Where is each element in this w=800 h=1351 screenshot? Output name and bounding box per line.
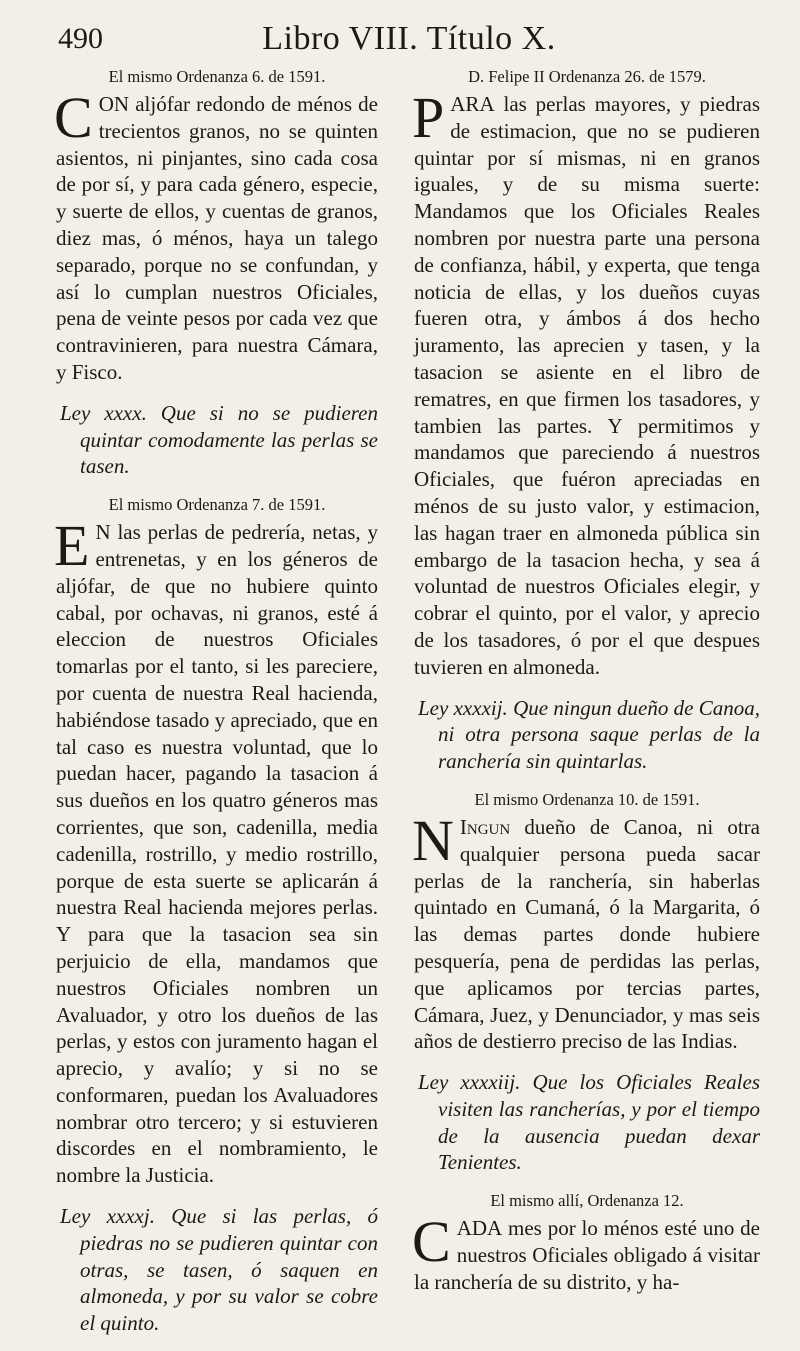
ordinance-citation: El mismo allí, Ordenanza 12. bbox=[490, 1191, 684, 1211]
lead-word: ARA bbox=[450, 92, 495, 116]
law-text bbox=[54, 85, 378, 386]
ordinance-citation: El mismo Ordenanza 6. de 1591. bbox=[108, 67, 326, 86]
drop-cap: N bbox=[412, 807, 454, 873]
ordinance-citation: D. Felipe II Ordenanza 26. de 1579. bbox=[468, 67, 706, 86]
right-column bbox=[414, 66, 760, 1310]
law-text bbox=[412, 85, 760, 681]
running-title: Libro VIII. Título X. bbox=[262, 20, 556, 57]
drop-cap: P bbox=[412, 85, 445, 150]
law-heading bbox=[414, 1069, 760, 1176]
law-number: Ley xxxxj. bbox=[60, 1204, 155, 1229]
ordinance-citation: El mismo Ordenanza 10. de 1591. bbox=[474, 789, 700, 809]
lead-word: N bbox=[95, 520, 111, 545]
page-header bbox=[58, 14, 760, 64]
law-text bbox=[412, 807, 760, 1055]
drop-cap: C bbox=[54, 85, 93, 150]
paragraph-body: las perlas de pedrería, netas, y entrenetas, y en los géneros de aljófar, de que no hubiere quinto cabal, por ochavas, ni granos, esté á eleccion de nuestros Oficiales tomarlas por el tanto, si les pareciere, por cuenta de nuestra Real hacienda, habiéndose tasado y apreciado, que en tal caso es nuestra voluntad, que lo puedan hacer, pagando la tasacion á sus dueños en los quatro géneros mas corrientes, que son, cadenilla, media cadenilla, rostrillo, y medio rostrillo, porque de esta suerte se aplicarán á nuestra Real hacienda mejores perlas. Y para que la tasacion sea sin perjuicio de ella, mandamos que nuestros Oficiales nombren un Avaluador, y otro los dueños de las perlas, y estos con juramento hagan el aprecio, y avalío; y si no se conformaren, puedan los Avaluadores nombrar otro tercero; y si estuvieren discordes en el nombramiento, le nombre la Justicia. bbox=[56, 520, 378, 1188]
law-number: Ley xxxxij. bbox=[418, 695, 508, 720]
law-number: Ley xxxxiij. bbox=[418, 1070, 521, 1095]
drop-cap: C bbox=[412, 1209, 451, 1275]
law-title: Que ningun dueño de Canoa, ni otra persona saque perlas de la ranchería sin quintarlas. bbox=[438, 695, 760, 774]
page-number: 490 bbox=[58, 22, 103, 55]
law-heading bbox=[56, 400, 378, 480]
law-title: Que los Oficiales Reales visiten las rancherías, y por el tiempo de la ausencia puedan dexar Tenientes. bbox=[438, 1070, 760, 1175]
law-text bbox=[412, 1209, 760, 1295]
left-column bbox=[56, 66, 378, 1351]
law-title: Que si no se pudieren quintar comodamente las perlas se tasen. bbox=[80, 400, 379, 479]
law-heading bbox=[56, 1203, 378, 1337]
lead-word: ADA bbox=[456, 1216, 503, 1241]
law-number: Ley xxxx. bbox=[60, 400, 147, 425]
law-text bbox=[54, 513, 378, 1189]
paragraph-body: dueño de Canoa, ni otra qualquier persona pueda sacar perlas de la ranchería, sin haberlas quintado en Cumaná, ó la Margarita, ó las demas partes donde hubiere pesquería, pena de perdidas las perlas, que aplicamos por tercias partes, Cámara, Juez, y Denunciador, y mas seis años de destierro preciso de las Indias. bbox=[414, 814, 760, 1054]
ordinance-citation: El mismo Ordenanza 7. de 1591. bbox=[108, 495, 326, 515]
paragraph-body: mes por lo ménos esté uno de nuestros Oficiales obligado á visitar la ranchería de su distrito, y ha- bbox=[414, 1216, 760, 1294]
lead-word: Ingun bbox=[459, 814, 511, 839]
lead-word: ON bbox=[98, 92, 130, 116]
law-title: Que si las perlas, ó piedras no se pudieren quintar con otras, se tasen, ó saquen en almoneda, y por su valor se cobre el quinto. bbox=[80, 1204, 378, 1336]
paragraph-body: las perlas mayores, y piedras de estimacion, que no se pudieren quintar por sí mismas, ni en granos iguales, y de su misma suerte: Mandamos que los Oficiales Reales nombren por nuestra parte una persona de confianza, hábil, y experta, que tenga noticia de ellas, y los dueños cuyas fueren otra, y ámbos á dos hecho juramento, las aprecien y tasen, y la tasacion se asiente en el libro de rematres, en que firmen los tasadores, y tambien las partes. Y permitimos y mandamos que pareciendo á nuestros Oficiales, que fuéron apreciadas en ménos de su justo valor, y estimacion, las hagan traer en almoneda pública sin embargo de la tasacion hecha, y sea á voluntad de nuestros Oficiales elegir, y cobrar el quinto, por el valor, y aprecio de los tasadores, ó por el que despues tuvieren en almoneda. bbox=[414, 92, 760, 679]
law-heading bbox=[414, 695, 760, 775]
drop-cap: E bbox=[54, 513, 90, 579]
paragraph-body: aljófar redondo de ménos de trecientos granos, no se quinten asientos, ni pinjantes, sino cada cosa de por sí, y para cada género, especie, y suerte de ellos, y cuentas de granos, diez mas, ó ménos, haya un talego separado, porque no se confundan, y así lo cumplan nuestros Oficiales, pena de veinte pesos por cada vez que contravinieren, para nuestra Cámara, y Fisco. bbox=[56, 92, 378, 384]
